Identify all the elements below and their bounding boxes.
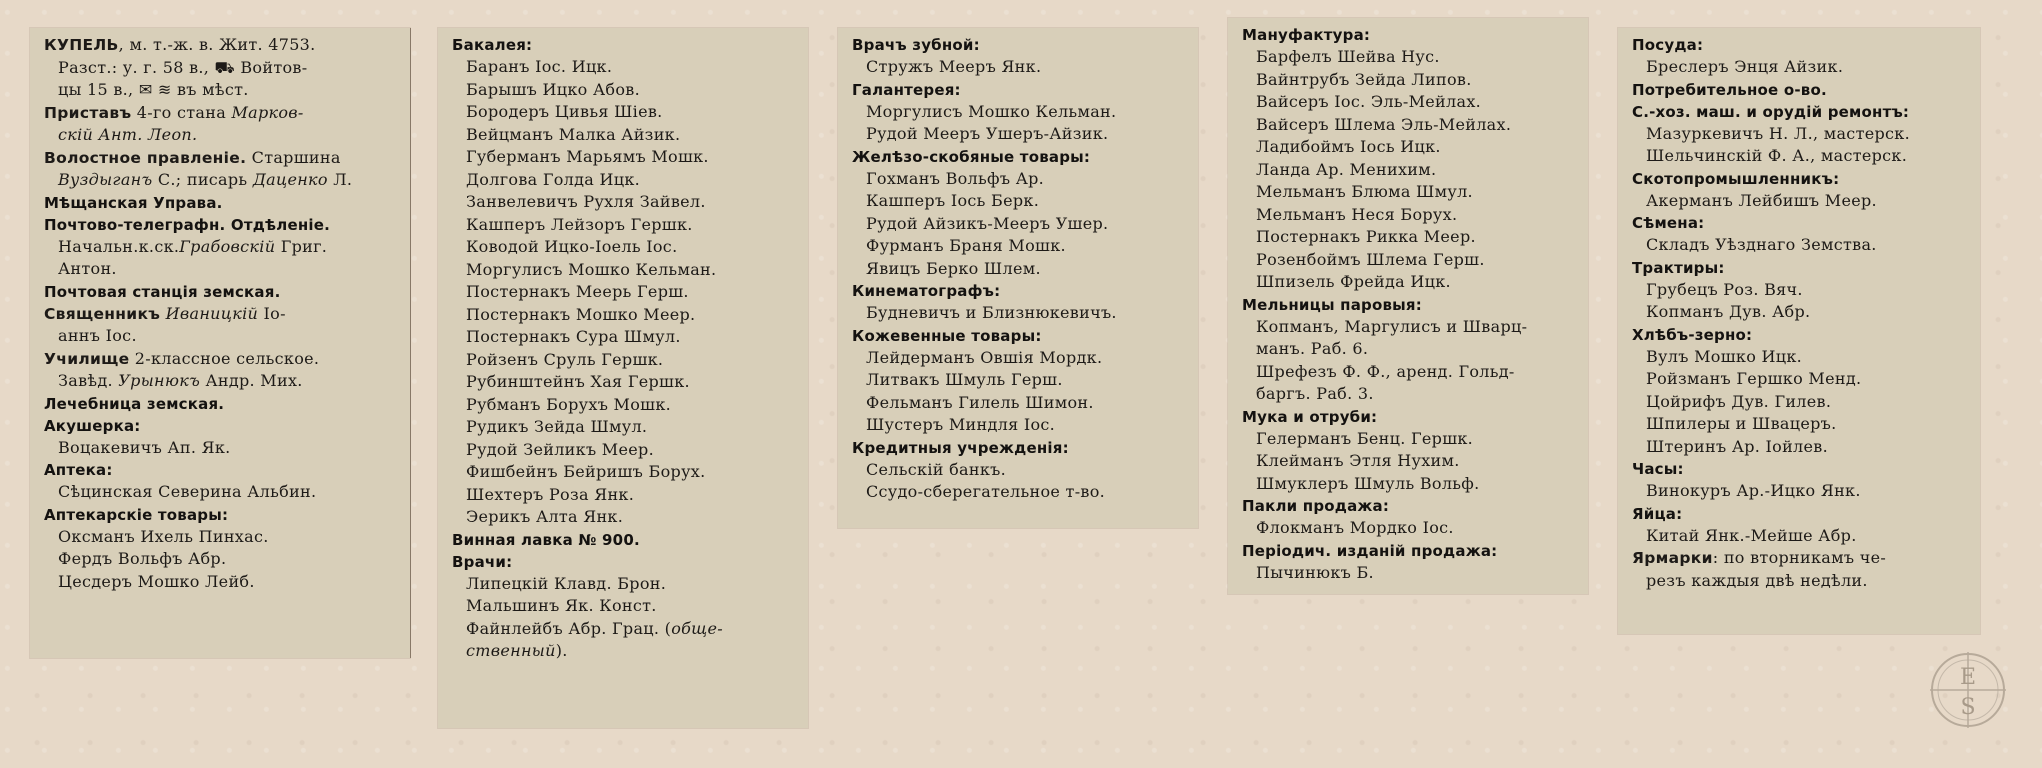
category-heading: Мануфактура: [1242,26,1371,44]
listing-line: Разст.: у. г. 58 в., ⛟ Войтов- [58,57,308,77]
column-dentist-credit [838,28,1198,528]
listing-line: Гелерманъ Бенц. Гершк. [1256,428,1474,448]
listing-line: Файнлейбъ Абр. Грац. (обще- [466,618,723,638]
listing-line: Завѣд. Урынюкъ Андр. Мих. [58,371,303,390]
listing-line: Кашперъ Іось Берк. [866,191,1040,210]
listing-line: баргъ. Раб. 3. [1256,384,1374,403]
category-heading: Яйца: [1632,504,1683,523]
listing-line: Постернакъ Рикка Меер. [1256,227,1476,246]
category-heading: Потребительное о-во. [1632,80,1827,99]
listing-line: Ланда Ар. Менихим. [1256,159,1437,179]
listing-line: Постернакъ Сура Шмул. [466,327,681,346]
listing-line: Вайсеръ Іос. Эль-Мейлах. [1256,92,1482,111]
listing-line: Фурманъ Браня Мошк. [866,236,1066,255]
category-heading: Пакли продажа: [1242,497,1390,515]
listing-line: Копманъ Дув. Абр. [1646,302,1811,321]
listing-line: Будневичъ и Близнюкевичъ. [866,303,1117,322]
listing-line: Мальшинъ Як. Конст. [466,596,657,615]
category-heading: Хлѣбъ-зерно: [1632,325,1753,344]
listing-line: Флокманъ Мордко Іос. [1256,518,1454,537]
category-heading: Сѣмена: [1632,214,1705,232]
listing-line: Цойрифъ Дув. Гилев. [1646,391,1832,411]
listing-line: Акерманъ Лейбишъ Меер. [1646,190,1877,210]
listing-line: Стружъ Мееръ Янк. [866,57,1042,76]
listing-line: Гохманъ Вольфъ Ар. [866,168,1045,188]
category-heading: Бакалея: [452,36,533,54]
listing-line: Клейманъ Этля Нухим. [1256,451,1460,470]
listing-line: Копманъ, Маргулисъ и Шварц- [1256,316,1528,336]
listing-line: Начальн.к.ск.Грабовскій Григ. [58,236,328,256]
listing-line: резъ каждыя двѣ недѣли. [1646,570,1868,590]
category-heading: Трактиры: [1632,258,1725,277]
category-heading: Винная лавка № 900. [452,530,640,549]
listing-line: Вейцманъ Малка Айзик. [466,124,681,144]
category-heading: Кинематографъ: [852,282,1001,300]
entry-title-line: Училище 2-классное сельское. [44,348,320,368]
category-heading: С.-хоз. маш. и орудій ремонтъ: [1632,102,1910,121]
listing-line: Фердъ Вольфъ Абр. [58,549,227,568]
listing-line: Ройзманъ Гершко Менд. [1646,369,1862,388]
listing-line: Антон. [58,259,117,278]
column-divider [410,28,411,658]
category-heading: Аптекарскіе товары: [44,505,229,524]
category-heading: Аптека: [44,461,113,479]
listing-line: Рубинштейнъ Хая Гершк. [466,372,690,391]
category-heading: Мельницы паровыя: [1242,295,1422,314]
category-heading: Почтовая станція земская. [44,282,281,301]
category-heading: Почтово-телеграфн. Отдѣленіе. [44,215,331,234]
column-groceries-doctors [438,28,808,728]
listing-line: Рудой Зейликъ Меер. [466,439,654,459]
column-tableware-fairs [1618,28,1980,634]
listing-line: Шрефезъ Ф. Ф., аренд. Гольд- [1256,361,1515,381]
column-textiles-periodicals [1228,18,1588,594]
listing-line: Грубецъ Роз. Вяч. [1646,279,1803,299]
category-heading: Врачъ зубной: [852,36,980,54]
listing-line: Кашперъ Лейзоръ Гершк. [466,214,693,234]
listing-line: Моргулисъ Мошко Кельман. [466,259,717,279]
listing-line: Воцакевичъ Ап. Як. [58,437,231,457]
listing-line: Ладибоймъ Іось Ицк. [1256,137,1441,156]
svg-text:E: E [1959,665,1977,690]
listing-line: Явицъ Берко Шлем. [866,258,1041,278]
listing-line: Шмуклеръ Шмуль Вольф. [1256,473,1480,493]
category-heading: Часы: [1632,460,1684,478]
listing-line: Рубманъ Борухъ Мошк. [466,394,672,414]
listing-line: Бреслеръ Энця Айзик. [1646,57,1844,76]
listing-line: Рудикъ Зейда Шмул. [466,417,648,436]
listing-line: Вулъ Мошко Ицк. [1646,346,1803,366]
listing-line: Шпилеры и Швацеръ. [1646,414,1837,433]
listing-line: Губерманъ Марьямъ Мошк. [466,147,709,166]
category-heading: Акушерка: [44,416,141,435]
listing-line: Шпизель Фрейда Ицк. [1256,272,1451,291]
listing-line: Эерикъ Алта Янк. [466,507,624,526]
category-heading: Мука и отруби: [1242,407,1378,426]
listing-line: Рудой Мееръ Ушеръ-Айзик. [866,124,1109,143]
listing-line: Розенбоймъ Шлема Герш. [1256,249,1485,269]
listing-line: Фишбейнъ Бейришъ Борух. [466,462,706,481]
listing-line: Постернакъ Меерь Герш. [466,282,689,301]
category-heading: Врачи: [452,552,513,571]
listing-line: манъ. Раб. 6. [1256,339,1369,358]
listing-line: Шустеръ Миндля Іос. [866,415,1056,434]
category-heading: Періодич. изданій продажа: [1242,541,1498,560]
listing-line: Вайнтрубъ Зейда Липов. [1256,69,1472,89]
listing-line: Фельманъ Гилель Шимон. [866,392,1094,412]
category-heading: Желѣзо-скобяные товары: [852,147,1091,166]
entry-title-line: Ярмарки: по вторникамъ че- [1632,548,1887,567]
listing-line: Занвелевичъ Рухля Зайвел. [466,192,706,211]
listing-line: Ссудо-сберегательное т-во. [866,482,1106,501]
listing-line: Пычинюкъ Б. [1256,562,1374,582]
listing-line: Рудой Айзикъ-Мееръ Ушер. [866,213,1109,233]
listing-line: Барышъ Ицко Абов. [466,79,640,99]
listing-line: Вайсеръ Шлема Эль-Мейлах. [1256,114,1512,134]
listing-line: Мельманъ Блюма Шмул. [1256,182,1473,201]
listing-line: Моргулисъ Мошко Кельман. [866,101,1117,121]
listing-line: Вуздыганъ С.; писарь Даценко Л. [58,170,353,189]
listing-line: Ководой Ицко-Іоель Іос. [466,237,678,256]
category-heading: Скотопромышленникъ: [1632,169,1840,188]
category-heading: Кредитныя учрежденія: [852,438,1069,457]
listing-line: цы 15 в., ✉ ≋ въ мѣст. [58,80,249,99]
listing-line: скій Ант. Леоп. [58,125,198,144]
listing-line: Постернакъ Мошко Меер. [466,304,696,324]
listing-line: Складъ Уѣзднаго Земства. [1646,235,1877,254]
listing-line: Китай Янк.-Мейше Абр. [1646,525,1857,545]
category-heading: Мѣщанская Управа. [44,193,223,212]
es-stamp-icon [1928,650,2008,730]
category-heading: Кожевенные товары: [852,326,1042,345]
listing-line: Мельманъ Неся Борух. [1256,204,1458,224]
listing-line: Сельскій банкъ. [866,459,1007,479]
entry-title-line: Приставъ 4-го стана Марков- [44,102,304,122]
listing-line: Винокуръ Ар.-Ицко Янк. [1646,481,1861,500]
listing-line: Долгова Голда Ицк. [466,169,641,189]
listing-line: Барфелъ Шейва Нус. [1256,47,1440,66]
listing-line: аннъ Іос. [58,326,137,345]
entry-title-line: Волостное правленіе. Старшина [44,147,341,167]
listing-line: Сѣцинская Северина Альбин. [58,482,317,501]
listing-line: Шельчинскій Ф. А., мастерск. [1646,146,1908,165]
category-heading: Галантерея: [852,80,961,99]
category-heading: Лечебница земская. [44,394,225,413]
listing-line: Бородеръ Цивья Шіев. [466,102,663,121]
entry-title-line: КУПЕЛЬ, м. т.-ж. в. Жит. 4753. [44,35,316,54]
category-heading: Посуда: [1632,36,1704,54]
entry-title-line: Священникъ Иваницкій Іо- [44,303,286,323]
listing-line: Оксманъ Ихель Пинхас. [58,526,269,546]
listing-line: Баранъ Іос. Ицк. [466,57,613,76]
listing-line: Лейдерманъ Овшія Мордк. [866,347,1103,367]
svg-text:S: S [1960,695,1976,720]
listing-line: Мазуркевичъ Н. Л., мастерск. [1646,123,1910,143]
listing-line: Литвакъ Шмуль Герш. [866,370,1063,389]
listing-line: Ройзенъ Сруль Гершк. [466,349,664,369]
listing-line: Липецкій Клавд. Брон. [466,573,667,593]
listing-line: ственный). [466,641,568,660]
listing-line: Штеринъ Ар. Іойлев. [1646,436,1828,456]
column-kupel-officials [30,28,410,658]
listing-line: Шехтеръ Роза Янк. [466,484,635,504]
listing-line: Цесдеръ Мошко Лейб. [58,571,255,591]
